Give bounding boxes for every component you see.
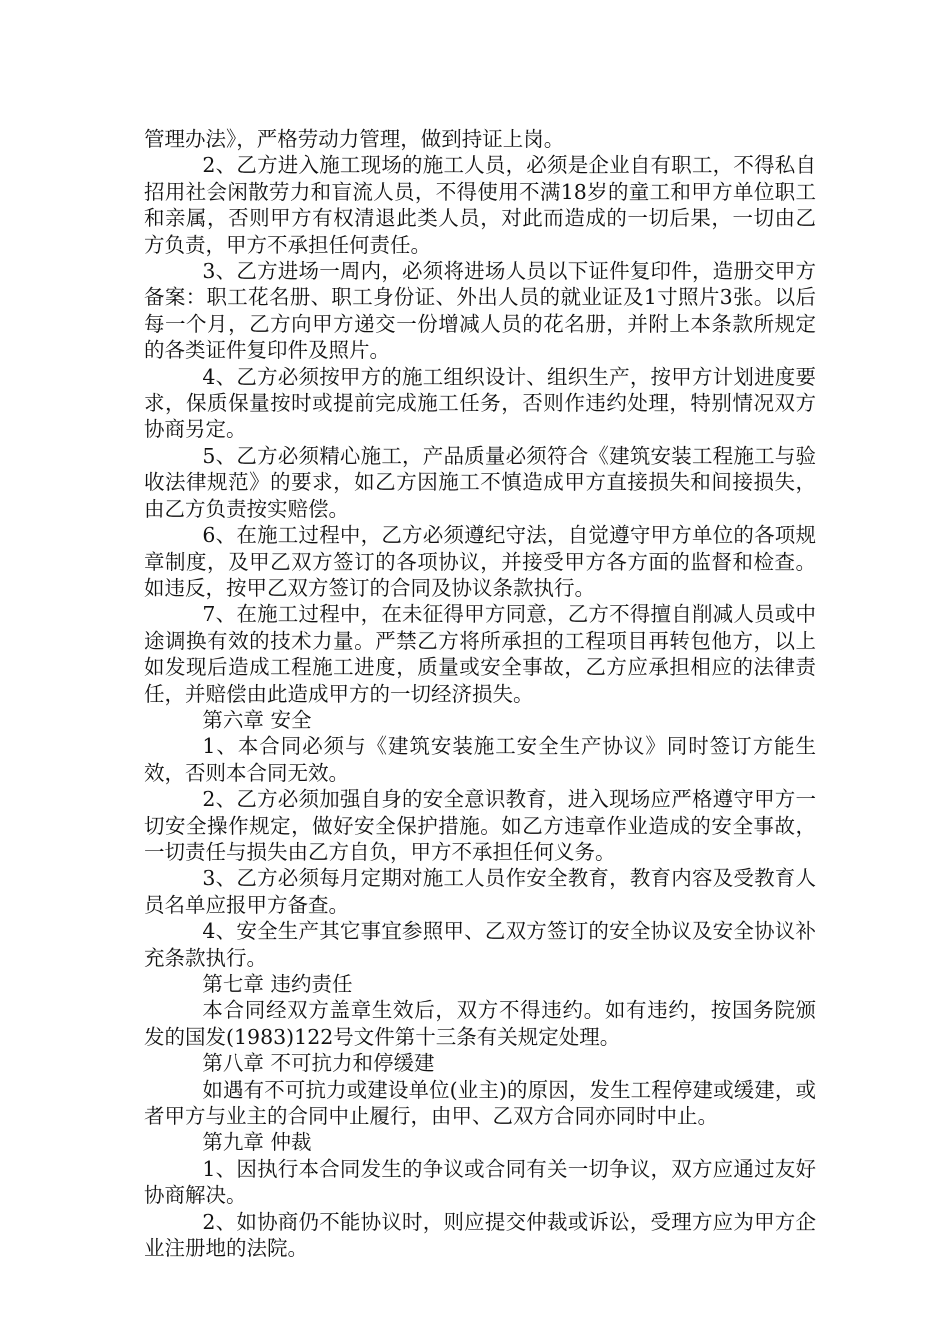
paragraph-safety-1: 1、本合同必须与《建筑安装施工安全生产协议》同时签订方能生效，否则本合同无效。 [144,734,816,785]
paragraph-clause-2: 2、乙方进入施工现场的施工人员，必须是企业自有职工，不得私自招用社会闲散劳力和盲流人员，不得使用不满18岁的童工和甲方单位职工和亲属，否则甲方有权清退此类人员，对此而造成的一切后果，一切由乙方负责，甲方不承担任何责任。 [144,153,816,257]
paragraph-arbitration-2: 2、如协商仍不能协议时，则应提交仲裁或诉讼，受理方应为甲方企业注册地的法院。 [144,1209,816,1261]
paragraph-safety-4: 4、安全生产其它事宜参照甲、乙双方签订的安全协议及安全协议补充条款执行。 [144,919,816,970]
paragraph-breach: 本合同经双方盖章生效后，双方不得违约。如有违约，按国务院颁发的国发(1983)122号文件第十三条有关规定处理。 [144,998,816,1049]
paragraph-clause-6: 6、在施工过程中，乙方必须遵纪守法，自觉遵守甲方单位的各项规章制度，及甲乙双方签订的各项协议，并接受甲方各方面的监督和检查。如违反，按甲乙双方签订的合同及协议条款执行。 [144,523,816,600]
chapter-heading-7: 第七章 违约责任 [202,972,353,996]
paragraph-force-majeure: 如遇有不可抗力或建设单位(业主)的原因，发生工程停建或缓建，或者甲方与业主的合同中止履行，由甲、乙双方合同亦同时中止。 [144,1077,816,1129]
paragraph-clause-3: 3、乙方进场一周内，必须将进场人员以下证件复印件，造册交甲方备案：职工花名册、职工身份证、外出人员的就业证及1寸照片3张。以后每一个月，乙方向甲方递交一份增减人员的花名册，并附上本条款所规定的各类证件复印件及照片。 [144,259,816,363]
paragraph-safety-2: 2、乙方必须加强自身的安全意识教育，进入现场应严格遵守甲方一切安全操作规定，做好安全保护措施。如乙方违章作业造成的安全事故，一切责任与损失由乙方自负，甲方不承担任何义务。 [144,787,816,864]
chapter-heading-8: 第八章 不可抗力和停缓建 [202,1051,435,1076]
paragraph-safety-3: 3、乙方必须每月定期对施工人员作安全教育，教育内容及受教育人员名单应报甲方备查。 [144,866,816,917]
paragraph-continuation: 管理办法》，严格劳动力管理，做到持证上岗。 [144,127,565,151]
chapter-heading-9: 第九章 仲裁 [202,1130,312,1155]
paragraph-clause-4: 4、乙方必须按甲方的施工组织设计、组织生产，按甲方计划进度要求，保质保量按时或提前完成施工任务，否则作违约处理，特别情况双方协商另定。 [144,364,816,442]
paragraph-arbitration-1: 1、因执行本合同发生的争议或合同有关一切争议，双方应通过友好协商解决。 [144,1156,816,1208]
chapter-heading-6: 第六章 安全 [202,707,312,732]
document-page [144,126,816,1261]
paragraph-clause-7: 7、在施工过程中，在未征得甲方同意，乙方不得擅自削减人员或中途调换有效的技术力量。严禁乙方将所承担的工程项目再转包他方，以上如发现后造成工程施工进度，质量或安全事故，乙方应承担相应的法律责任，并赔偿由此造成甲方的一切经济损失。 [144,602,816,706]
paragraph-clause-5: 5、乙方必须精心施工，产品质量必须符合《建筑安装工程施工与验收法律规范》的要求，如乙方因施工不慎造成甲方直接损失和间接损失，由乙方负责按实赔偿。 [144,443,816,521]
